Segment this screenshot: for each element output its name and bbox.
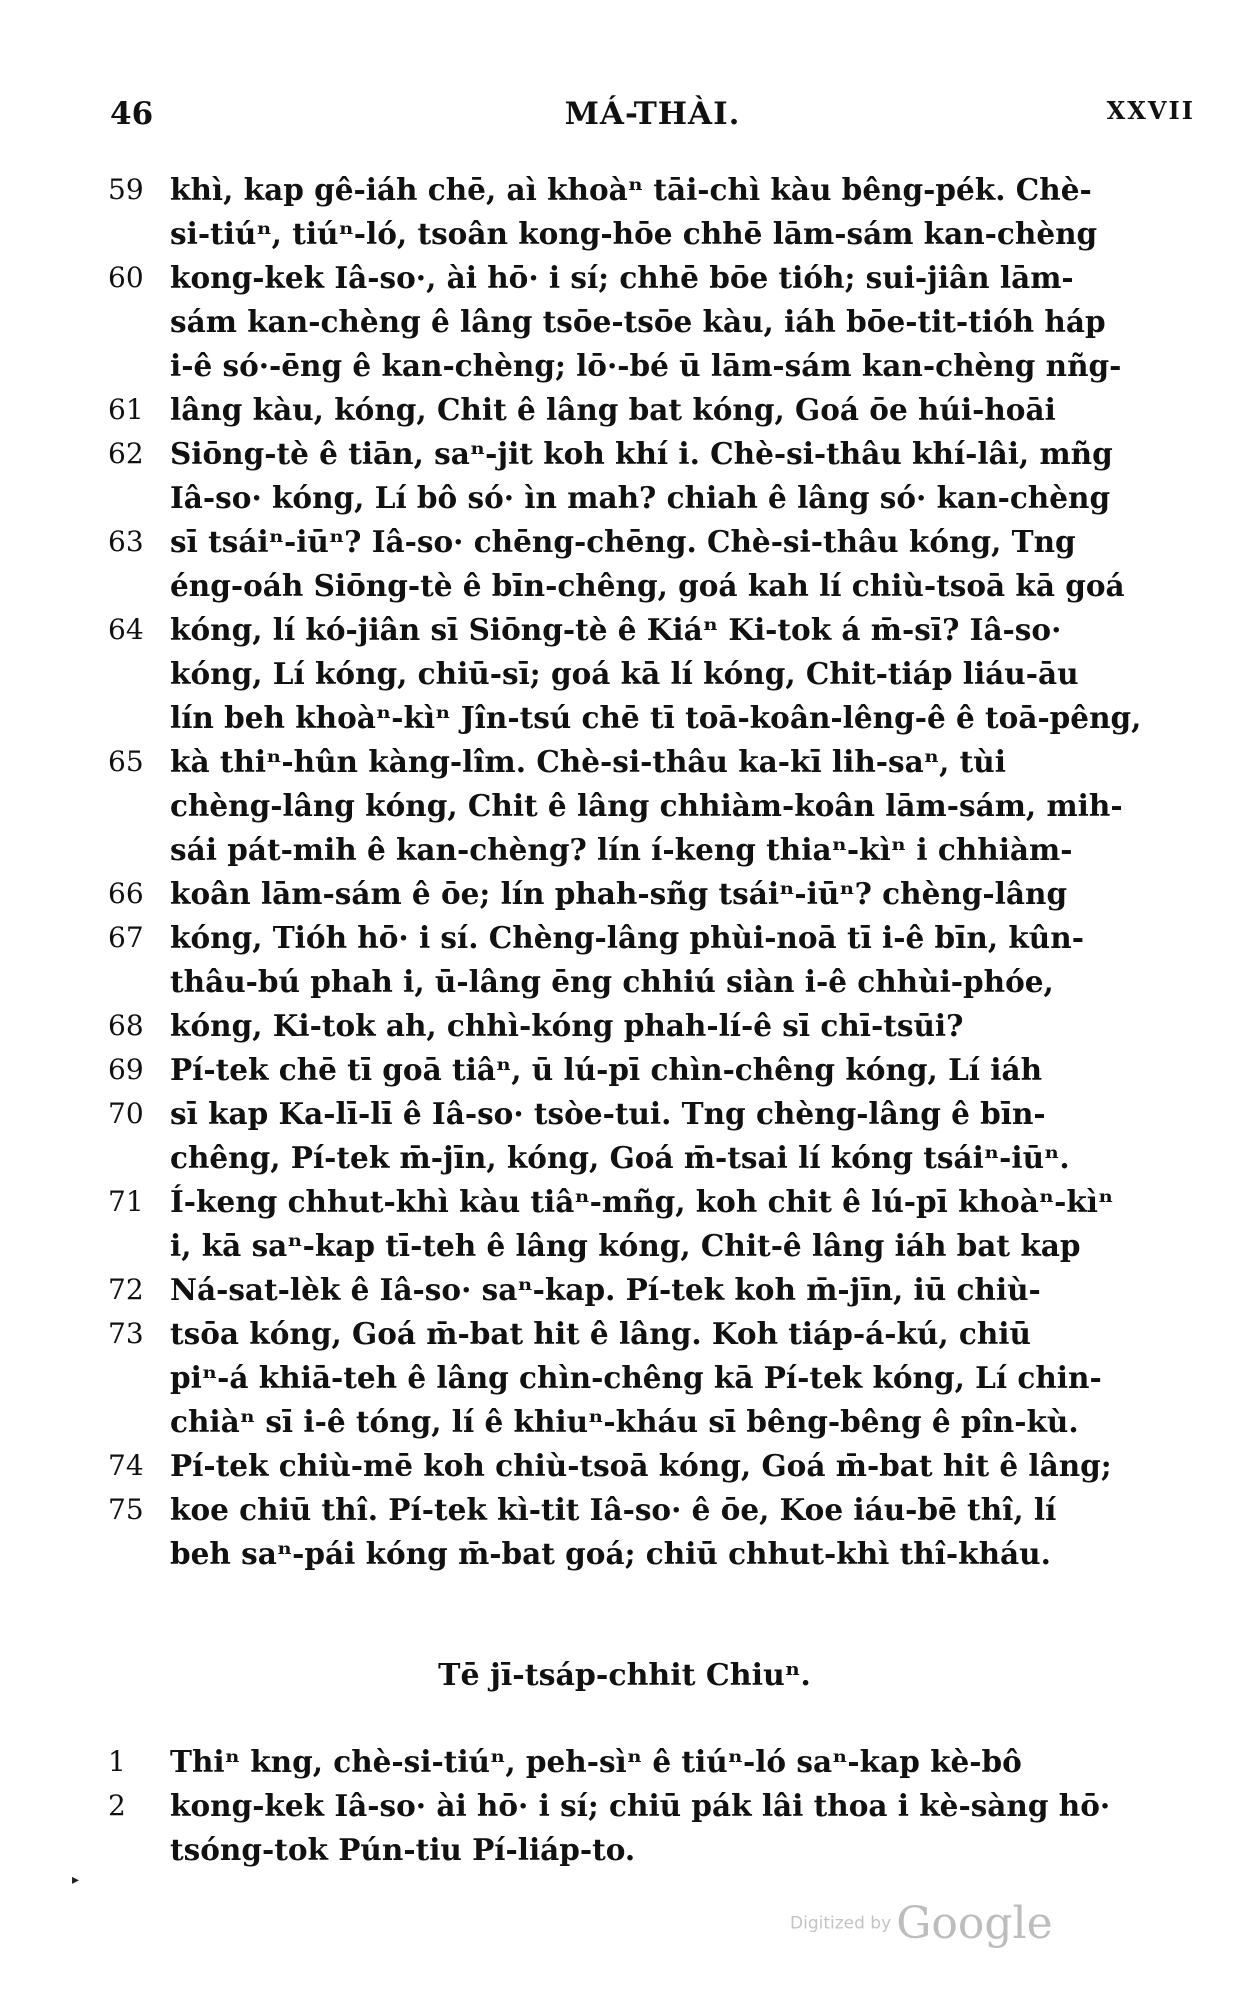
text-line — [108, 212, 1198, 256]
verse-number: 75 — [108, 1493, 144, 1526]
text-line — [108, 388, 1198, 432]
text-line — [108, 256, 1198, 300]
line-text: kóng, Ki-tok ah, chhì-kóng phah-lí-ê sī chī-tsūi? — [170, 1008, 964, 1043]
line-text: thâu-bú phah i, ū-lâng ēng chhiú siàn i-ê chhùi-phóe, — [170, 964, 1054, 999]
verse-number: 60 — [108, 261, 144, 294]
verse-number: 59 — [108, 173, 144, 206]
verse-number: 66 — [108, 877, 144, 910]
line-text: Siōng-tè ê tiān, saⁿ-jit koh khí i. Chè-si-thâu khí-lâi, mñg — [170, 436, 1113, 471]
line-text: Ná-sat-lèk ê Iâ-so· saⁿ-kap. Pí-tek koh m̄-jīn, iū chiù- — [170, 1272, 1041, 1307]
page-header — [110, 96, 1195, 136]
verse-number: 68 — [108, 1009, 144, 1042]
line-text: Í-keng chhut-khì kàu tiâⁿ-mñg, koh chit ê lú-pī khoàⁿ-kìⁿ — [170, 1184, 1114, 1219]
text-line — [108, 432, 1198, 476]
line-text: kóng, Tióh hō· i sí. Chèng-lâng phùi-noā tī i-ê bīn, kûn- — [170, 920, 1084, 955]
text-line — [108, 344, 1198, 388]
text-line — [108, 1532, 1198, 1576]
text-line — [108, 564, 1198, 608]
line-text: Iâ-so· kóng, Lí bô só· ìn mah? chiah ê lâng só· kan-chèng — [170, 480, 1111, 515]
margin-mark-icon: ▸ — [72, 1872, 80, 1888]
text-line — [108, 916, 1198, 960]
line-text: sī kap Ka-lī-lī ê Iâ-so· tsòe-tui. Tng chèng-lâng ê bīn- — [170, 1096, 1046, 1131]
line-text: sái pát-mih ê kan-chèng? lín í-keng thiaⁿ-kìⁿ i chhiàm- — [170, 832, 1073, 867]
line-text: lâng kàu, kóng, Chit ê lâng bat kóng, Goá ōe húi-hoāi — [170, 392, 1056, 427]
verse-number: 65 — [108, 745, 144, 778]
running-title: MÁ-THÀI. — [564, 96, 741, 132]
text-line — [108, 168, 1198, 212]
text-line — [108, 740, 1198, 784]
line-text: sī tsáiⁿ-iūⁿ? Iâ-so· chēng-chēng. Chè-si-thâu kóng, Tng — [170, 524, 1076, 559]
verse-number: 74 — [108, 1449, 144, 1482]
text-line — [108, 1268, 1198, 1312]
verse-number: 1 — [108, 1745, 126, 1778]
text-line — [108, 1312, 1198, 1356]
text-line — [108, 960, 1198, 1004]
text-line — [108, 652, 1198, 696]
text-line — [108, 828, 1198, 872]
line-text: piⁿ-á khiā-teh ê lâng chìn-chêng kā Pí-tek kóng, Lí chin- — [170, 1360, 1102, 1395]
text-line — [108, 1444, 1198, 1488]
text-line — [108, 1356, 1198, 1400]
line-text: tsōa kóng, Goá m̄-bat hit ê lâng. Koh tiáp-á-kú, chiū — [170, 1316, 1031, 1351]
line-text: Pí-tek chē tī goā tiâⁿ, ū lú-pī chìn-chêng kóng, Lí iáh — [170, 1052, 1043, 1087]
line-text: i, kā saⁿ-kap tī-teh ê lâng kóng, Chit-ê lâng iáh bat kap — [170, 1228, 1081, 1263]
text-line — [108, 300, 1198, 344]
text-line — [108, 1488, 1198, 1532]
chapter-number: XXVII — [1106, 96, 1195, 125]
line-text: chiàⁿ sī i-ê tóng, lí ê khiuⁿ-kháu sī bêng-bêng ê pîn-kù. — [170, 1404, 1079, 1439]
verse-number: 72 — [108, 1273, 144, 1306]
chapter-text-next — [108, 1740, 1198, 1872]
verse-number: 67 — [108, 921, 144, 954]
text-line — [108, 608, 1198, 652]
text-line — [108, 1004, 1198, 1048]
line-text: Thiⁿ kng, chè-si-tiúⁿ, peh-sìⁿ ê tiúⁿ-ló saⁿ-kap kè-bô — [170, 1744, 1022, 1779]
text-line — [108, 1180, 1198, 1224]
text-line — [108, 1224, 1198, 1268]
line-text: tsóng-tok Pún-tiu Pí-liáp-to. — [170, 1832, 636, 1867]
verse-number: 63 — [108, 525, 144, 558]
google-logo: Google — [896, 1898, 1053, 1949]
verse-number: 62 — [108, 437, 144, 470]
text-line — [108, 476, 1198, 520]
verse-number: 69 — [108, 1053, 144, 1086]
line-text: khì, kap gê-iáh chē, aì khoàⁿ tāi-chì kàu bêng-pék. Chè- — [170, 172, 1092, 207]
line-text: koân lām-sám ê ōe; lín phah-sñg tsáiⁿ-iūⁿ? chèng-lâng — [170, 876, 1068, 911]
verse-number: 2 — [108, 1789, 126, 1822]
text-line — [108, 520, 1198, 564]
line-text: i-ê só·-ēng ê kan-chèng; lō·-bé ū lām-sám kan-chèng nñg- — [170, 348, 1122, 383]
line-text: lín beh khoàⁿ-kìⁿ Jîn-tsú chē tī toā-koân-lêng-ê ê toā-pêng, — [170, 700, 1142, 735]
text-line — [108, 1092, 1198, 1136]
line-text: kóng, lí kó-jiân sī Siōng-tè ê Kiáⁿ Ki-tok á m̄-sī? Iâ-so· — [170, 612, 1062, 647]
page-number: 46 — [110, 96, 154, 132]
line-text: sám kan-chèng ê lâng tsōe-tsōe kàu, iáh bōe-tit-tióh háp — [170, 304, 1106, 339]
line-text: kong-kek Iâ-so·, ài hō· i sí; chhē bōe tióh; sui-jiân lām- — [170, 260, 1074, 295]
digitized-label: Digitized by — [790, 1913, 892, 1934]
text-line — [108, 1740, 1198, 1784]
verse-number: 61 — [108, 393, 144, 426]
text-line — [108, 696, 1198, 740]
line-text: si-tiúⁿ, tiúⁿ-ló, tsoân kong-hōe chhē lām-sám kan-chèng — [170, 216, 1098, 251]
line-text: beh saⁿ-pái kóng m̄-bat goá; chiū chhut-khì thî-kháu. — [170, 1536, 1051, 1571]
line-text: koe chiū thî. Pí-tek kì-tit Iâ-so· ê ōe, Koe iáu-bē thî, lí — [170, 1492, 1057, 1527]
line-text: kong-kek Iâ-so· ài hō· i sí; chiū pák lâi thoa i kè-sàng hō· — [170, 1788, 1111, 1823]
line-text: kóng, Lí kóng, chiū-sī; goá kā lí kóng, Chit-tiáp liáu-āu — [170, 656, 1079, 691]
verse-number: 73 — [108, 1317, 144, 1350]
verse-number: 71 — [108, 1185, 144, 1218]
text-line — [108, 1784, 1198, 1828]
verse-number: 70 — [108, 1097, 144, 1130]
line-text: éng-oáh Siōng-tè ê bīn-chêng, goá kah lí chiù-tsoā kā goá — [170, 568, 1125, 603]
text-line — [108, 1048, 1198, 1092]
text-line — [108, 872, 1198, 916]
text-line — [108, 1400, 1198, 1444]
section-title: Tē jī-tsáp-chhit Chiuⁿ. — [438, 1658, 811, 1693]
chapter-text — [108, 168, 1198, 1576]
text-line — [108, 1136, 1198, 1180]
text-line — [108, 784, 1198, 828]
line-text: chêng, Pí-tek m̄-jīn, kóng, Goá m̄-tsai lí kóng tsáiⁿ-iūⁿ. — [170, 1140, 1070, 1175]
verse-number: 64 — [108, 613, 144, 646]
line-text: Pí-tek chiù-mē koh chiù-tsoā kóng, Goá m̄-bat hit ê lâng; — [170, 1448, 1112, 1483]
line-text: kà thiⁿ-hûn kàng-lîm. Chè-si-thâu ka-kī lih-saⁿ, tùi — [170, 744, 1006, 779]
text-line — [108, 1828, 1198, 1872]
digitization-watermark — [790, 1898, 1053, 1949]
line-text: chèng-lâng kóng, Chit ê lâng chhiàm-koân lām-sám, mih- — [170, 788, 1123, 823]
